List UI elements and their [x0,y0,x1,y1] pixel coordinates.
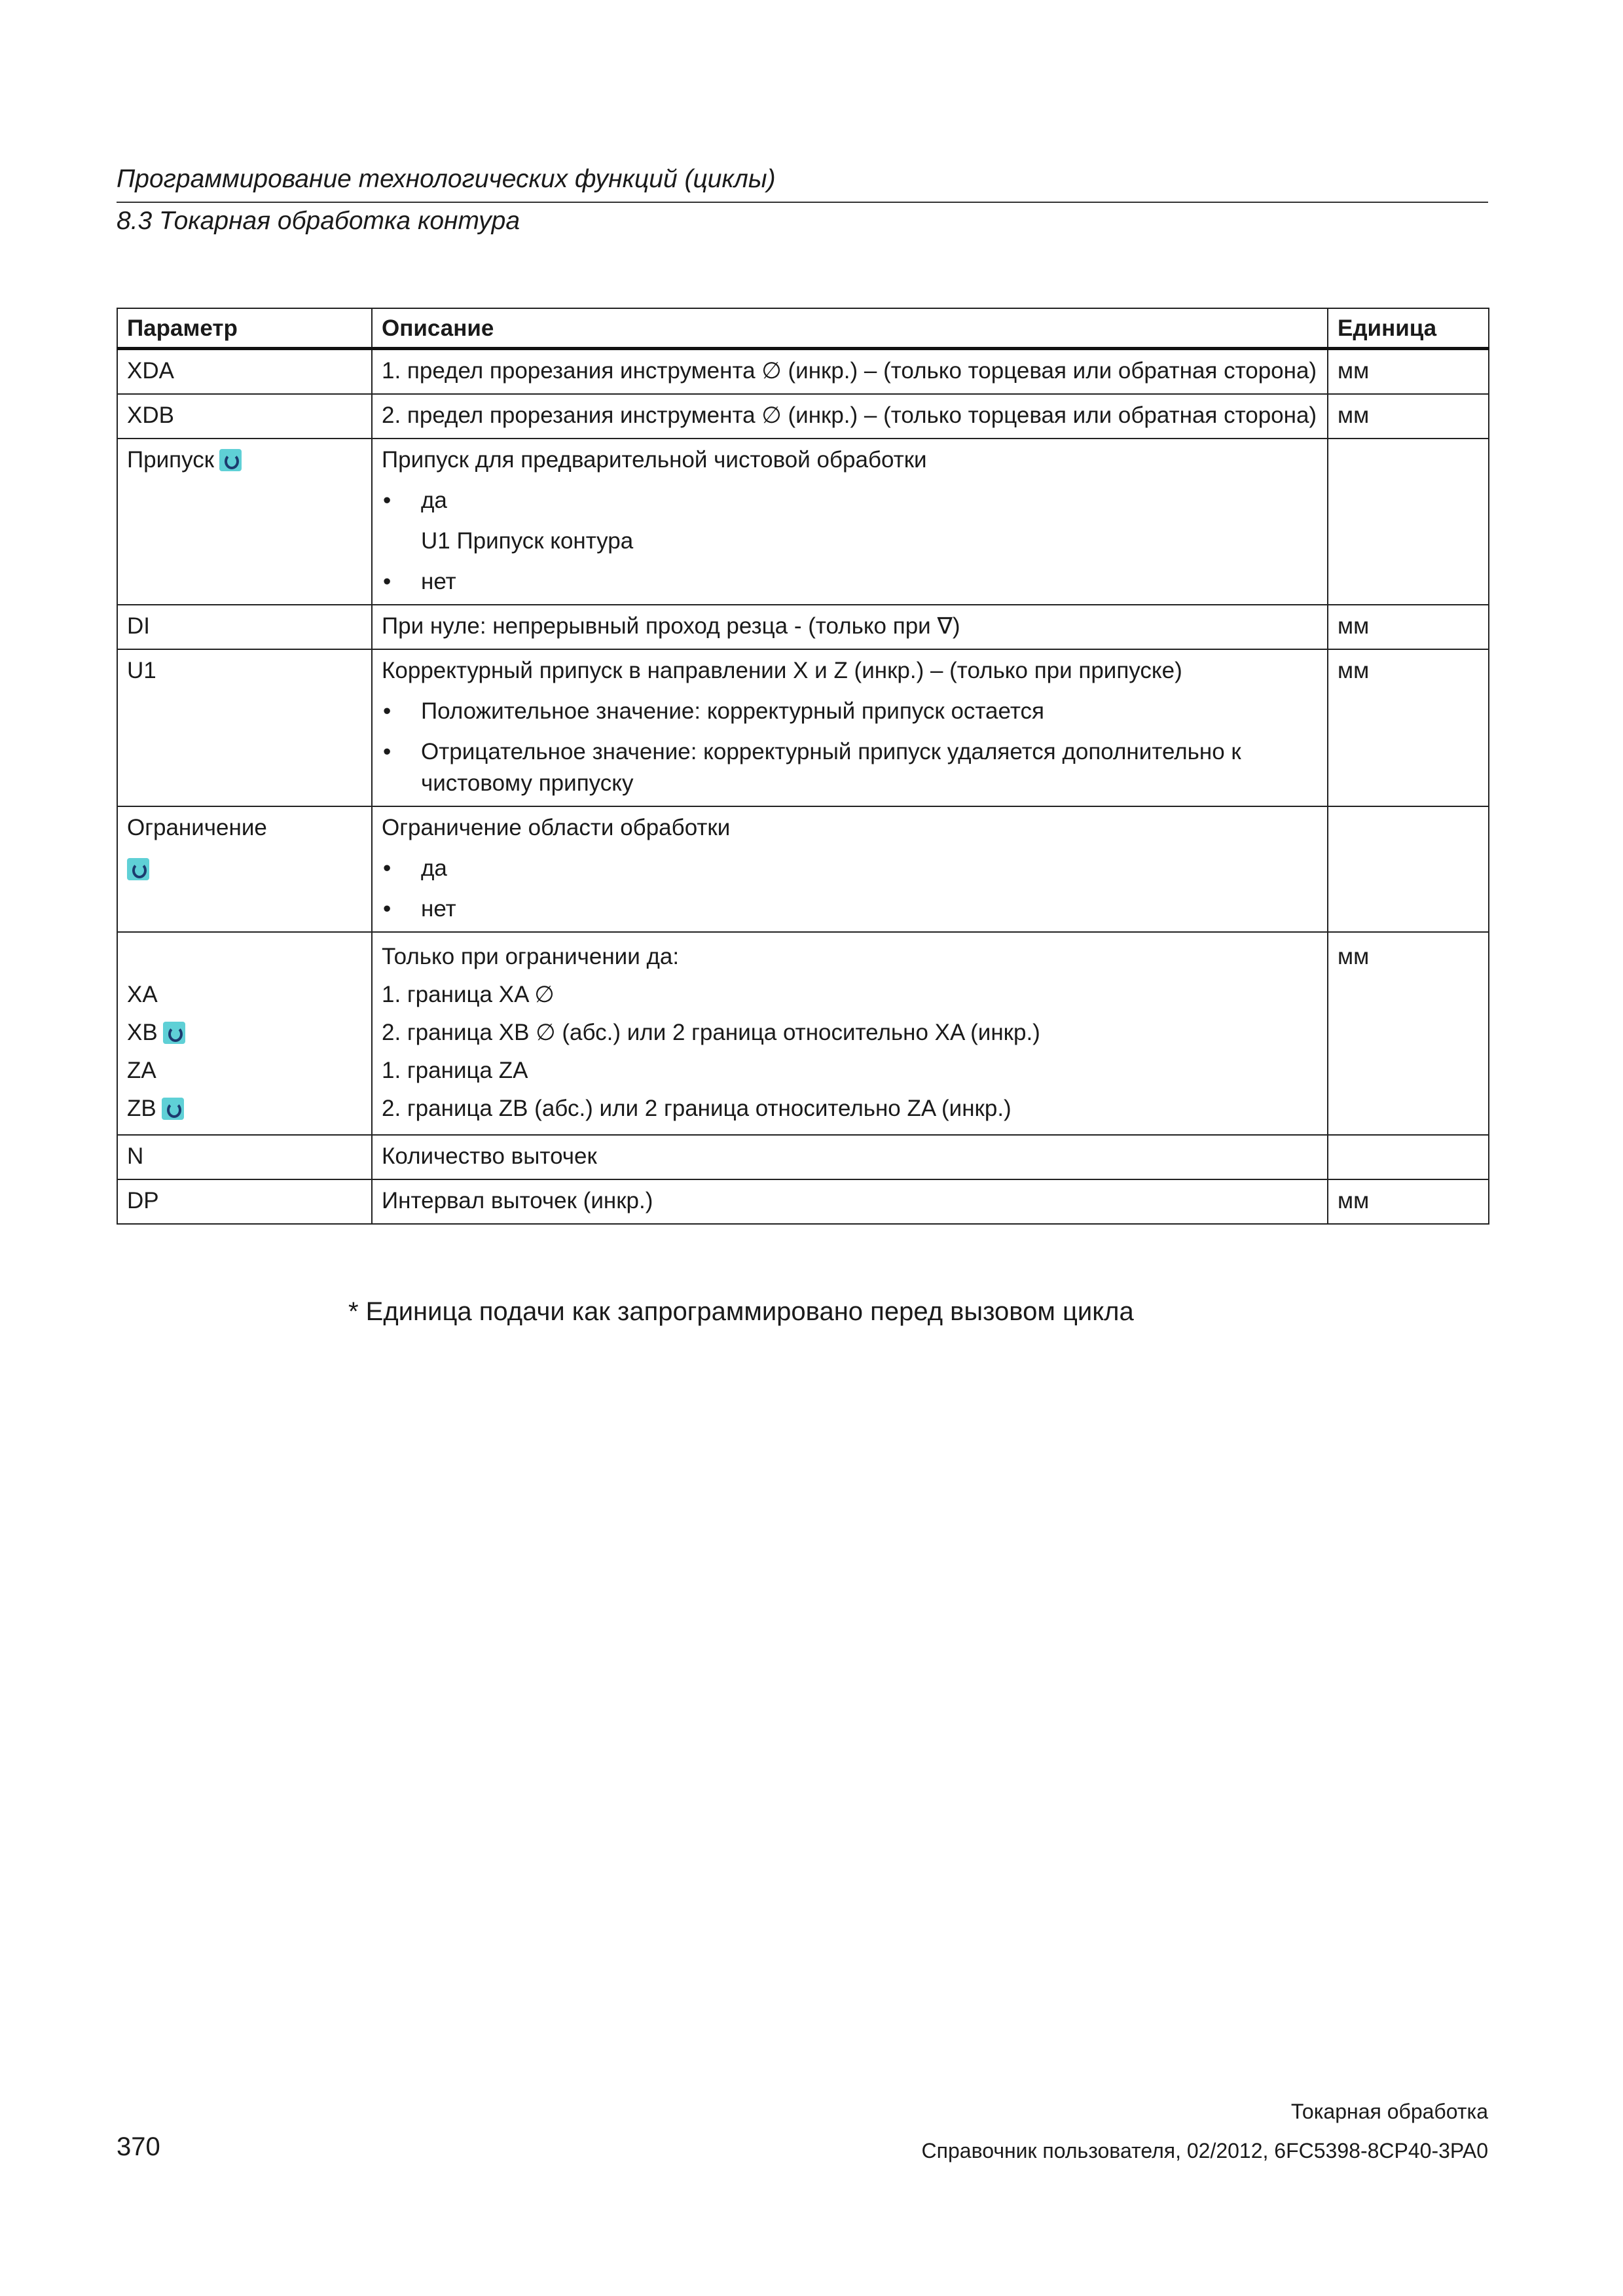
table-row [117,649,1489,806]
desc-cell: 2. предел прорезания инструмента ∅ (инкр.) – (только торцевая или обратная сторона) [372,394,1328,439]
desc-text: Ограничение области обработки [382,815,731,840]
indented-text: U1 Припуск контура [421,528,634,554]
parameter-table [117,308,1489,1225]
desc-cell [372,649,1328,806]
unit-cell: мм [1328,349,1489,395]
desc-cell [372,932,1328,1135]
param-cell: XDA [117,349,372,395]
bullet-item: • нет [382,566,1318,598]
column-header-desc: Описание [372,308,1328,349]
toggle-icon [162,1098,184,1120]
param-cell: U1 [117,649,372,806]
bullet-item: • да [382,853,1318,884]
desc-text: Только при ограничении да: [382,944,680,969]
bullet-item: • да [382,485,1318,516]
unit-cell: мм [1328,605,1489,649]
desc-text: Корректурный припуск в направлении X и Z (инкр.) – (только при припуске) [382,658,1182,683]
param-label-row [127,1090,362,1128]
param-cell [117,806,372,932]
column-header-unit: Единица [1328,308,1489,349]
desc-cell: Интервал выточек (инкр.) [372,1179,1328,1224]
footer-book-ref: Справочник пользователя, 02/2012, 6FC5398-8CP40-3PA0 [921,2139,1488,2162]
desc-text: Припуск для предварительной чистовой обработки [382,447,927,473]
section-title: 8.3 Токарная обработка контура [117,207,520,235]
table-row [117,349,1489,395]
unit-cell: мм [1328,649,1489,806]
table-row [117,1179,1489,1224]
param-label: ZB [127,1096,156,1121]
table-header-row [117,308,1489,349]
desc-cell: Количество выточек [372,1135,1328,1179]
unit-cell: мм [1328,932,1489,1135]
footer-book-title: Токарная обработка [1290,2100,1488,2123]
page-number: 370 [117,2132,160,2161]
unit-cell: мм [1328,1179,1489,1224]
desc-text: 1. граница XA ∅ [382,982,555,1007]
param-label: XA [127,982,158,1007]
table-row [117,439,1489,605]
param-label: Припуск [127,447,215,473]
toggle-icon [219,449,242,471]
chapter-title: Программирование технологических функций (циклы) [117,165,776,193]
param-cell: N [117,1135,372,1179]
param-cell: XDB [117,394,372,439]
desc-cell: 1. предел прорезания инструмента ∅ (инкр.) – (только торцевая или обратная сторона) [372,349,1328,395]
desc-cell [372,806,1328,932]
param-cell: DP [117,1179,372,1224]
unit-cell: мм [1328,394,1489,439]
table-row [117,394,1489,439]
param-label: XB [127,1020,158,1045]
table-row [117,1135,1489,1179]
param-cell [117,439,372,605]
bullet-item: • нет [382,893,1318,925]
column-header-param: Параметр [117,308,372,349]
desc-text: 1. граница ZA [382,1058,528,1083]
param-label: Ограничение [127,815,267,840]
desc-cell: При нуле: непрерывный проход резца - (только при ∇) [372,605,1328,649]
unit-cell [1328,1135,1489,1179]
param-cell [117,932,372,1135]
table-row [117,932,1489,1135]
footnote: * Единица подачи как запрограммировано перед вызовом цикла [348,1297,1134,1326]
desc-text: 2. граница ZB (абс.) или 2 граница относительно ZA (инкр.) [382,1096,1012,1121]
toggle-icon [127,858,149,880]
bullet-item: • Положительное значение: корректурный припуск остается [382,696,1318,727]
param-cell: DI [117,605,372,649]
desc-text: 2. граница XB ∅ (абс.) или 2 граница относительно XA (инкр.) [382,1020,1040,1045]
table-row [117,806,1489,932]
param-label-row [127,1014,362,1052]
bullet-item: • Отрицательное значение: корректурный припуск удаляется дополнительно к чистовому припуску [382,736,1318,799]
unit-cell [1328,439,1489,605]
param-label: ZA [127,1058,156,1083]
table-row [117,605,1489,649]
toggle-icon [163,1022,185,1044]
desc-cell [372,439,1328,605]
unit-cell [1328,806,1489,932]
header-divider [117,202,1488,203]
